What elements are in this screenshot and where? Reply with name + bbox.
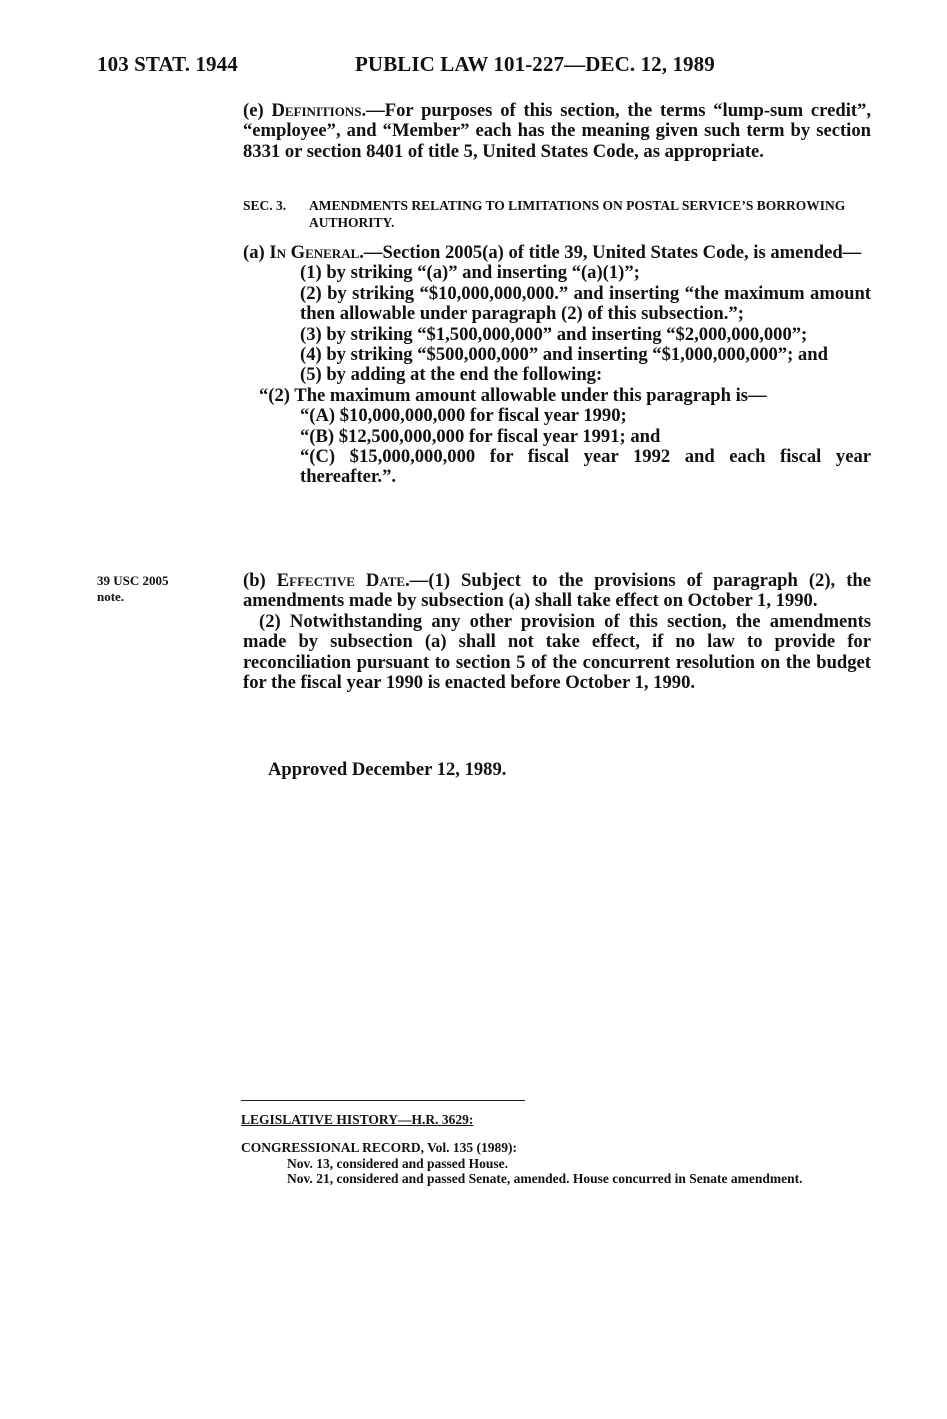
amendment-item: (2) by striking “$10,000,000,000.” and inserting “the maximum amount then allowable under paragraph (2) of this subsection.”; bbox=[300, 282, 871, 325]
page-stat-reference: 103 STAT. 1944 bbox=[97, 52, 238, 76]
legislative-history-heading: LEGISLATIVE HISTORY—H.R. 3629: bbox=[241, 1112, 474, 1127]
divider bbox=[241, 1100, 525, 1101]
quoted-item: “(C) $15,000,000,000 for fiscal year 1992 and each fiscal year thereafter.”. bbox=[300, 446, 871, 488]
section-number: SEC. 3. bbox=[243, 198, 287, 213]
margin-note-line: 39 USC 2005 bbox=[97, 573, 169, 588]
paragraph-text: .—For purposes of this section, the terms “lump-sum credit”, “employee”, and “Member” each has the meaning given such term by section 8331 or section 8401 of title 5, United States Code, as appropriate. bbox=[243, 100, 871, 162]
paragraph-effective-date bbox=[243, 571, 871, 693]
margin-note bbox=[97, 573, 169, 605]
paragraph-text: (2) Notwithstanding any other provision of this section, the amendments made by subsection (a) shall not take effect, if no law to provide for reconciliation pursuant to section 5 of the concurrent resolution on the budget for the fiscal year 1990 is enacted before October 1, 1990. bbox=[243, 610, 871, 694]
paragraph-text: .—(1) Subject to the provisions of paragraph (2), the amendments made by subsection (a) shall take effect on October 1, 1990. bbox=[243, 570, 871, 612]
margin-note-line: note. bbox=[97, 589, 125, 604]
congressional-record: CONGRESSIONAL RECORD, Vol. 135 (1989): bbox=[241, 1140, 518, 1155]
paragraph-in-general bbox=[243, 243, 871, 488]
approval-date: Approved December 12, 1989. bbox=[268, 759, 507, 780]
paragraph-heading: Definitions bbox=[271, 100, 362, 121]
amendment-item: (1) by striking “(a)” and inserting “(a)(1)”; bbox=[300, 262, 640, 284]
paragraph-heading: In General bbox=[269, 242, 360, 263]
section-heading bbox=[243, 197, 871, 231]
amendment-item: (4) by striking “$500,000,000” and inserting “$1,000,000,000”; and bbox=[300, 344, 828, 366]
page-title: PUBLIC LAW 101-227—DEC. 12, 1989 bbox=[355, 52, 715, 76]
section-title: AMENDMENTS RELATING TO LIMITATIONS ON POSTAL SERVICE’S BORROWING AUTHORITY. bbox=[309, 198, 846, 230]
amendment-item: (3) by striking “$1,500,000,000” and inserting “$2,000,000,000”; bbox=[300, 323, 808, 345]
quoted-item: “(B) $12,500,000,000 for fiscal year 1991; and bbox=[300, 425, 661, 447]
paragraph-label: (e) bbox=[243, 100, 272, 121]
paragraph-definitions bbox=[243, 101, 871, 162]
history-note: Nov. 13, considered and passed House. bbox=[287, 1156, 509, 1171]
quoted-item: “(A) $10,000,000,000 for fiscal year 1990; bbox=[300, 405, 627, 427]
paragraph-label: (b) bbox=[243, 570, 277, 591]
paragraph-text: .—Section 2005(a) of title 39, United States Code, is amended— bbox=[359, 242, 862, 263]
amendment-item: (5) by adding at the end the following: bbox=[300, 364, 603, 386]
quoted-paragraph: “(2) The maximum amount allowable under this paragraph is— bbox=[259, 384, 767, 406]
history-note: Nov. 21, considered and passed Senate, amended. House concurred in Senate amendment. bbox=[287, 1171, 803, 1186]
paragraph-label: (a) bbox=[243, 242, 270, 263]
paragraph-heading: Effective Date bbox=[276, 570, 406, 591]
